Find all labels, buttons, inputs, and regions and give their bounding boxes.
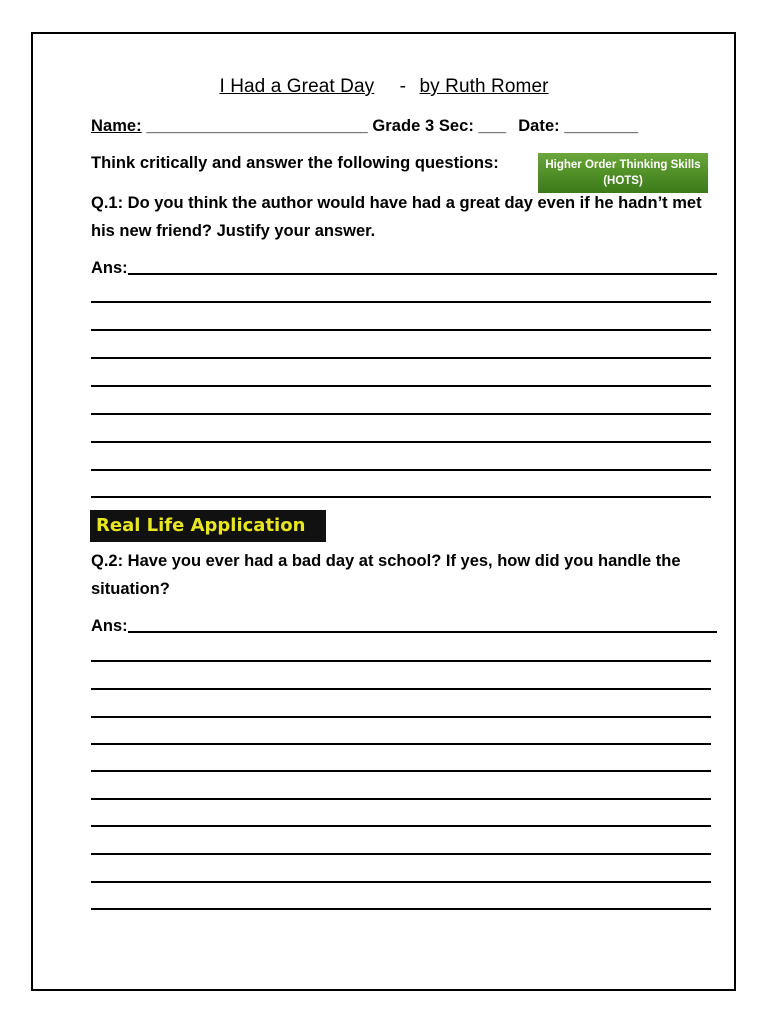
answer-1-line[interactable] (91, 496, 711, 498)
answer-2-row[interactable] (91, 614, 717, 636)
answer-1-line[interactable] (91, 329, 711, 331)
question-2: Q.2: Have you ever had a bad day at school? If yes, how did you handle the situation? (91, 552, 681, 598)
answer-1-line[interactable] (91, 357, 711, 359)
author-name: by Ruth Romer (419, 76, 549, 97)
date-field[interactable]: ________ (559, 117, 639, 135)
story-title: I Had a Great Day (219, 76, 375, 97)
student-info-row (91, 117, 638, 136)
worksheet-title (0, 76, 768, 98)
answer-2-line[interactable] (91, 770, 711, 772)
answer-1-line[interactable] (91, 441, 711, 443)
answer-2-line[interactable] (91, 798, 711, 800)
answer-2-line[interactable] (91, 716, 711, 718)
instruction-text: Think critically and answer the following questions: (91, 154, 499, 172)
title-separator: - (399, 76, 407, 97)
question-1: Q.1: Do you think the author would have had a great day even if he hadn’t met his new friend? Justify your answer. (91, 194, 702, 240)
answer-1-label: Ans: (91, 259, 128, 277)
answer-1-line[interactable] (91, 413, 711, 415)
grade-section-field[interactable]: Grade 3 Sec: ___ (372, 117, 507, 135)
answer-2-line[interactable] (91, 908, 711, 910)
answer-2-line[interactable] (91, 881, 711, 883)
real-life-application-banner: Real Life Application (90, 510, 326, 542)
date-label: Date: (518, 117, 560, 135)
answer-2-line[interactable] (91, 825, 711, 827)
answer-1-line[interactable] (91, 469, 711, 471)
answer-2-line[interactable] (91, 853, 711, 855)
hots-badge-line2: (HOTS) (603, 175, 643, 187)
hots-badge (538, 153, 708, 193)
answer-2-line[interactable] (91, 688, 711, 690)
answer-2-label: Ans: (91, 617, 128, 635)
name-label: Name: (91, 117, 142, 135)
answer-1-line[interactable] (91, 301, 711, 303)
answer-1-line[interactable] (91, 385, 711, 387)
answer-1-row[interactable] (91, 256, 717, 278)
answer-1-first-line[interactable] (128, 273, 717, 275)
name-field[interactable]: ________________________ (141, 117, 373, 135)
answer-2-first-line[interactable] (128, 631, 717, 633)
hots-badge-line1: Higher Order Thinking Skills (545, 159, 701, 171)
answer-2-line[interactable] (91, 660, 711, 662)
answer-2-line[interactable] (91, 743, 711, 745)
